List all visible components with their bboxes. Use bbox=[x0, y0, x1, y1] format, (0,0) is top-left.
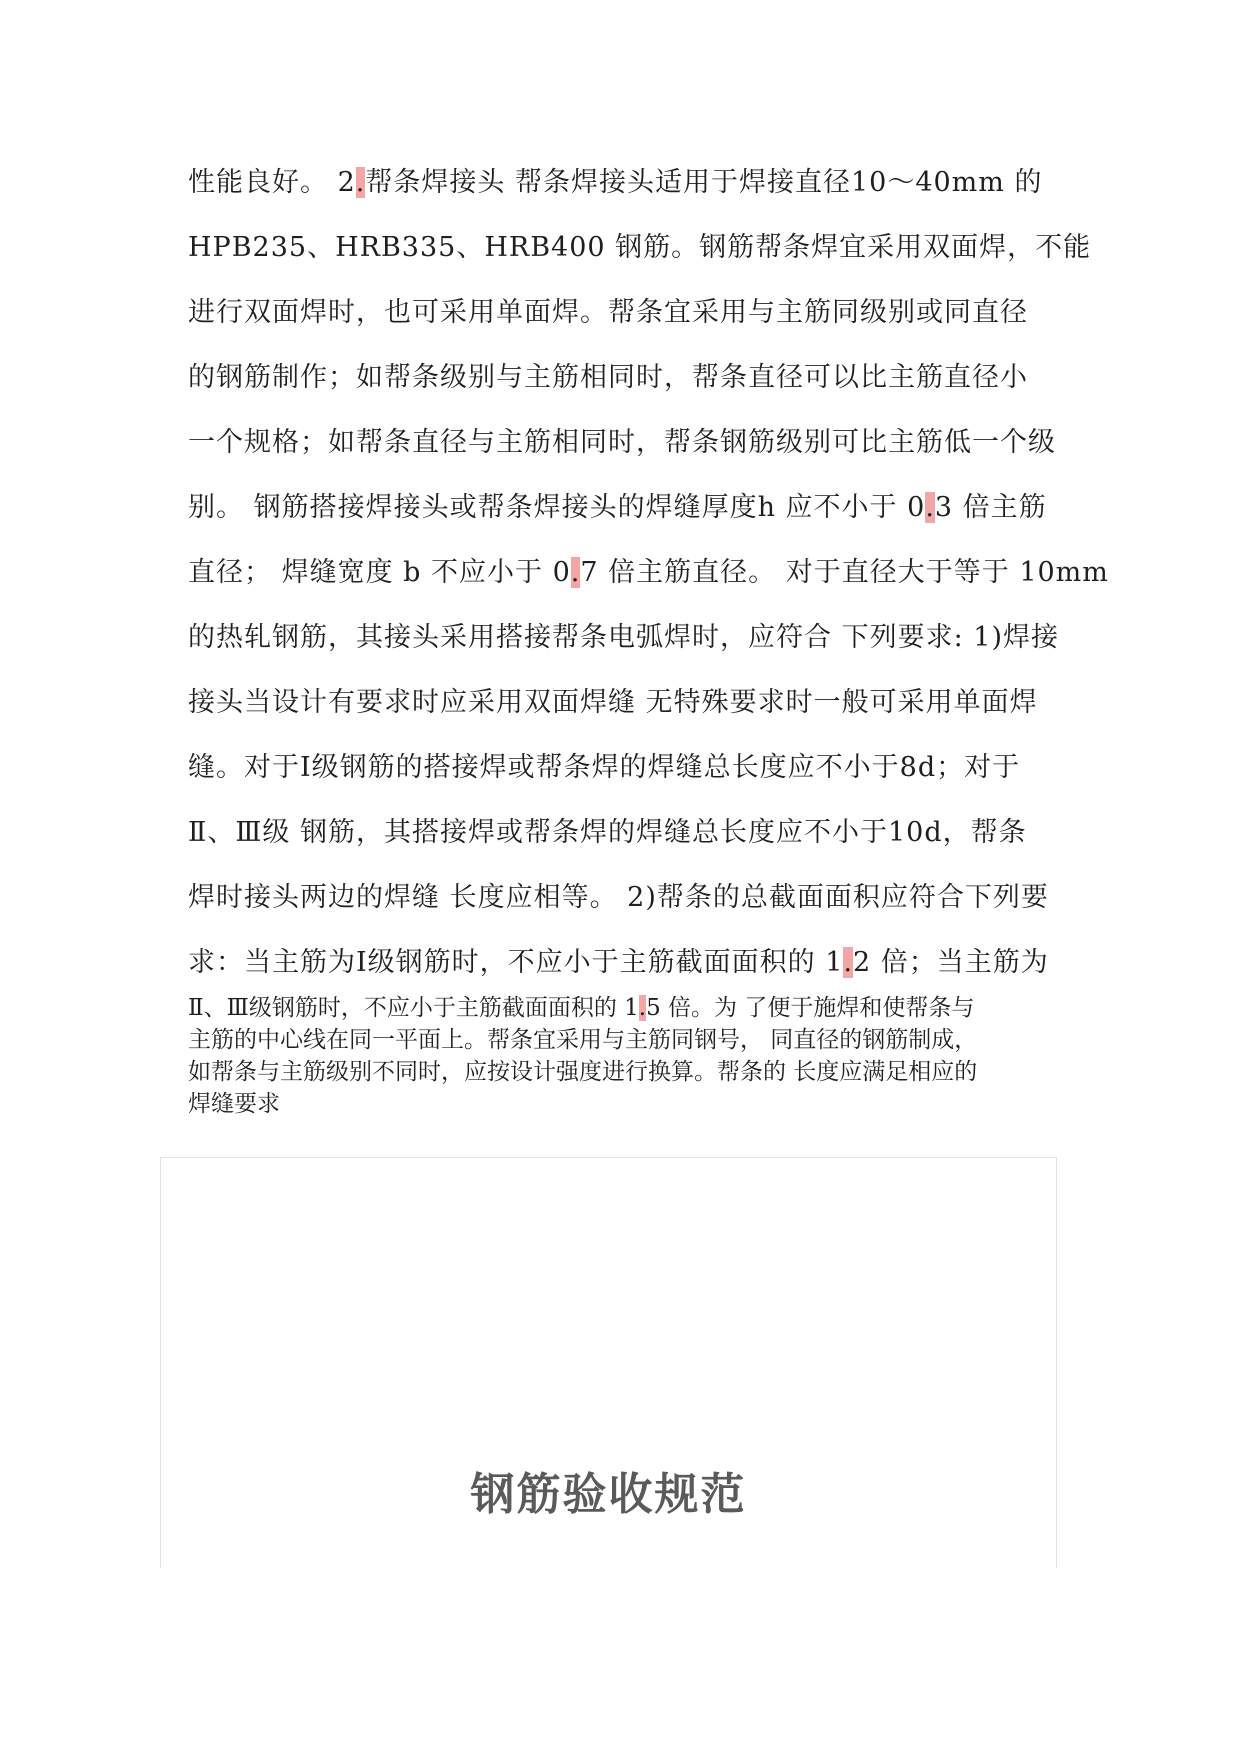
small-paragraph bbox=[188, 992, 1088, 1120]
paragraph-line: Ⅱ、Ⅲ级 钢筋，其搭接焊或帮条焊的焊缝总长度应不小于10d，帮条 bbox=[188, 817, 1027, 848]
paragraph-line: 求：当主筋为Ⅰ级钢筋时，不应小于主筋截面面积的 1.2 倍；当主筋为 bbox=[188, 947, 1049, 978]
paragraph-line: 的热轧钢筋，其接头采用搭接帮条电弧焊时，应符合 下列要求: 1)焊接 bbox=[188, 622, 1059, 653]
paragraph-line: HPB235、HRB335、HRB400 钢筋。钢筋帮条焊宜采用双面焊，不能 bbox=[188, 232, 1092, 263]
paragraph-line: 一个规格；如帮条直径与主筋相同时，帮条钢筋级别可比主筋低一个级 bbox=[188, 427, 1056, 458]
paragraph-line: 的钢筋制作；如帮条级别与主筋相同时，帮条直径可以比主筋直径小 bbox=[188, 362, 1028, 393]
paragraph-line: 性能良好。 2.帮条焊接头 帮条焊接头适用于焊接直径10～40mm 的 bbox=[188, 167, 1043, 198]
paragraph-line: Ⅱ、Ⅲ级钢筋时，不应小于主筋截面面积的 1.5 倍。为 了便于施焊和使帮条与 bbox=[188, 995, 975, 1021]
paragraph-line: 焊时接头两边的焊缝 长度应相等。 2)帮条的总截面面积应符合下列要 bbox=[188, 882, 1049, 913]
cover-frame bbox=[160, 1157, 1057, 1568]
highlight-mark: . bbox=[638, 995, 647, 1021]
paragraph-line: 进行双面焊时，也可采用单面焊。帮条宜采用与主筋同级别或同直径 bbox=[188, 297, 1028, 328]
paragraph-line: 直径； 焊缝宽度 b 不应小于 0.7 倍主筋直径。 对于直径大于等于 10mm bbox=[188, 557, 1109, 588]
body-paragraph bbox=[188, 160, 1108, 1005]
paragraph-line: 焊缝要求 bbox=[188, 1091, 280, 1117]
paragraph-line: 如帮条与主筋级别不同时，应按设计强度进行换算。帮条的 长度应满足相应的 bbox=[188, 1059, 978, 1085]
paragraph-line: 接头当设计有要求时应采用双面焊缝 无特殊要求时一般可采用单面焊 bbox=[188, 687, 1038, 718]
cover-title: 钢筋验收规范 bbox=[470, 1469, 747, 1520]
highlight-mark: . bbox=[843, 947, 854, 978]
paragraph-line: 主筋的中心线在同一平面上。帮条宜采用与主筋同钢号， 同直径的钢筋制成， bbox=[188, 1027, 978, 1053]
paragraph-line: 缝。对于Ⅰ级钢筋的搭接焊或帮条焊的焊缝总长度应不小于8d；对于 bbox=[188, 752, 1021, 783]
highlight-mark: . bbox=[570, 557, 581, 588]
highlight-mark: . bbox=[355, 167, 366, 198]
paragraph-line: 别。 钢筋搭接焊接头或帮条焊接头的焊缝厚度h 应不小于 0.3 倍主筋 bbox=[188, 492, 1047, 523]
highlight-mark: . bbox=[925, 492, 935, 523]
